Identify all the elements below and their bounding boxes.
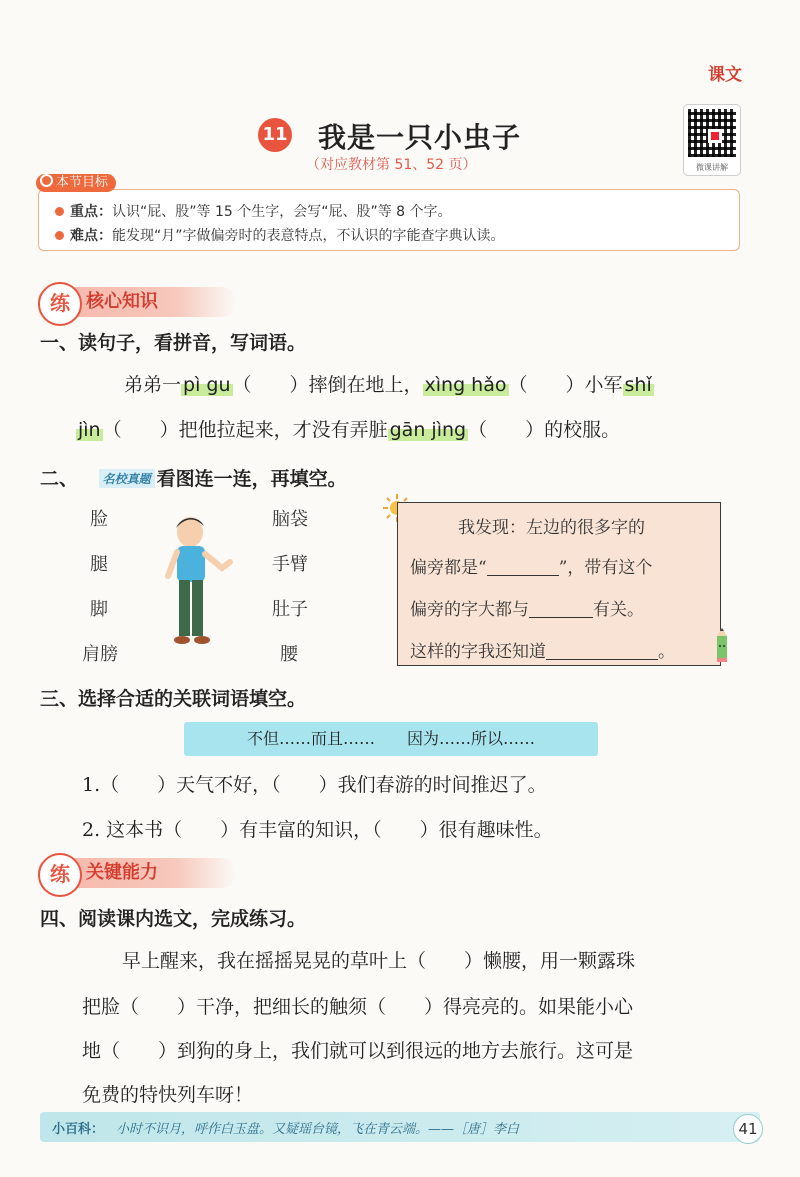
section-ribbon-core bbox=[38, 287, 236, 317]
qr-center-mark bbox=[708, 129, 722, 143]
footer-quote: 小时不识月，呼作白玉盘。又疑瑶台镜，飞在青云端。——［唐］李白 bbox=[116, 1122, 520, 1137]
discovery-line bbox=[410, 595, 644, 620]
text-run: 弟弟一 bbox=[124, 374, 182, 396]
goal-item-key bbox=[55, 201, 452, 221]
reading-line: 早上醒来，我在摇摇晃晃的草叶上（ ）懒腰，用一颗露珠 bbox=[122, 950, 636, 972]
text-run: 偏旁的字大都与 bbox=[410, 600, 529, 620]
text-run: 有关。 bbox=[593, 600, 644, 620]
pinyin: jìn bbox=[78, 419, 101, 441]
goal-text: 认识“屁、股”等 15 个生字，会写“屁、股”等 8 个字。 bbox=[112, 204, 452, 220]
goal-item-difficult bbox=[55, 225, 505, 245]
right-word[interactable]: 手臂 bbox=[272, 554, 308, 575]
question-title: 三、选择合适的关联词语填空。 bbox=[40, 688, 307, 710]
goal-text: 能发现“月”字做偏旁时的表意特点，不认识的字能查字典认读。 bbox=[112, 228, 505, 244]
answer-blank[interactable] bbox=[546, 641, 658, 660]
target-icon bbox=[40, 174, 53, 187]
discovery-box bbox=[397, 502, 721, 666]
question-text: 看图连一连，再填空。 bbox=[156, 468, 347, 490]
q1-line-2 bbox=[76, 415, 620, 442]
q3-item[interactable]: 2. 这本书（ ）有丰富的知识，（ ）很有趣味性。 bbox=[82, 819, 553, 841]
right-word[interactable]: 肚子 bbox=[272, 599, 308, 620]
footer-label: 小百科： bbox=[52, 1122, 105, 1137]
section-title: 关键能力 bbox=[86, 862, 158, 883]
practice-badge: 练 bbox=[38, 282, 82, 326]
pinyin: shǐ bbox=[624, 374, 652, 396]
q3-item[interactable]: 1.（ ）天气不好，（ ）我们春游的时间推迟了。 bbox=[82, 774, 547, 796]
text-run: 偏旁都是“ bbox=[410, 558, 487, 578]
question-title: 一、读句子，看拼音，写词语。 bbox=[40, 332, 307, 354]
practice-badge: 练 bbox=[38, 853, 82, 897]
answer-blank[interactable] bbox=[529, 599, 593, 618]
goals-tag-label: 本节目标 bbox=[56, 175, 109, 190]
pinyin: pì gu bbox=[183, 374, 231, 396]
bullet-icon bbox=[55, 231, 64, 240]
bullet-icon bbox=[55, 207, 64, 216]
answer-blank[interactable] bbox=[487, 557, 559, 576]
goal-label: 难点： bbox=[70, 228, 112, 244]
lesson-number-badge: 11 bbox=[258, 118, 292, 152]
goal-label: 重点： bbox=[70, 204, 112, 220]
reading-line: 地（ ）到狗的身上，我们就可以到很远的地方去旅行。这可是 bbox=[82, 1040, 634, 1062]
text-run: （ ）小军 bbox=[508, 374, 623, 396]
discovery-line bbox=[410, 637, 675, 662]
question-number: 二、 bbox=[40, 468, 79, 490]
left-word[interactable]: 脸 bbox=[90, 509, 108, 530]
lesson-subtitle: （对应教材第 51、52 页） bbox=[306, 157, 477, 173]
qr-pattern bbox=[688, 109, 736, 157]
text-run: （ ）的校服。 bbox=[468, 419, 621, 441]
qr-caption: 微课讲解 bbox=[696, 163, 728, 172]
text-run: （ ）摔倒在地上， bbox=[232, 374, 423, 396]
discovery-line: 我发现：左边的很多字的 bbox=[458, 518, 645, 538]
section-title: 核心知识 bbox=[86, 291, 158, 312]
text-run: ”，带有这个 bbox=[558, 558, 653, 578]
text-run: 。 bbox=[658, 642, 675, 662]
text-run: 这样的字我还知道 bbox=[410, 642, 546, 662]
right-word[interactable]: 腰 bbox=[280, 644, 298, 665]
word-bank: 不但……而且…… 因为……所以…… bbox=[184, 722, 598, 756]
reading-line: 免费的特快列车呀！ bbox=[82, 1084, 254, 1106]
pinyin: xìng hǎo bbox=[424, 374, 507, 396]
q1-line-1 bbox=[124, 370, 654, 397]
section-tag: 课文 bbox=[708, 65, 742, 85]
right-word[interactable]: 脑袋 bbox=[272, 509, 308, 530]
section-ribbon-key bbox=[38, 858, 236, 888]
reading-line: 把脸（ ）干净，把细长的触须（ ）得亮亮的。如果能小心 bbox=[82, 996, 634, 1018]
left-word[interactable]: 肩膀 bbox=[82, 644, 118, 665]
page-number: 41 bbox=[733, 1114, 763, 1144]
goals-box bbox=[38, 189, 740, 251]
lesson-title: 我是一只小虫子 bbox=[318, 121, 522, 154]
pinyin: gān jìng bbox=[389, 419, 467, 441]
goals-tag bbox=[36, 174, 116, 192]
exam-badge: 名校真题 bbox=[99, 469, 155, 488]
qr-code[interactable] bbox=[683, 104, 741, 176]
left-word[interactable]: 腿 bbox=[90, 554, 108, 575]
boy-illustration bbox=[160, 510, 240, 652]
text-run: （ ）把他拉起来，才没有弄脏 bbox=[102, 419, 388, 441]
question-title bbox=[40, 464, 347, 491]
left-word[interactable]: 脚 bbox=[90, 599, 108, 620]
question-title: 四、阅读课内选文，完成练习。 bbox=[40, 908, 307, 930]
pencil-icon bbox=[712, 628, 732, 664]
discovery-line bbox=[410, 553, 652, 578]
